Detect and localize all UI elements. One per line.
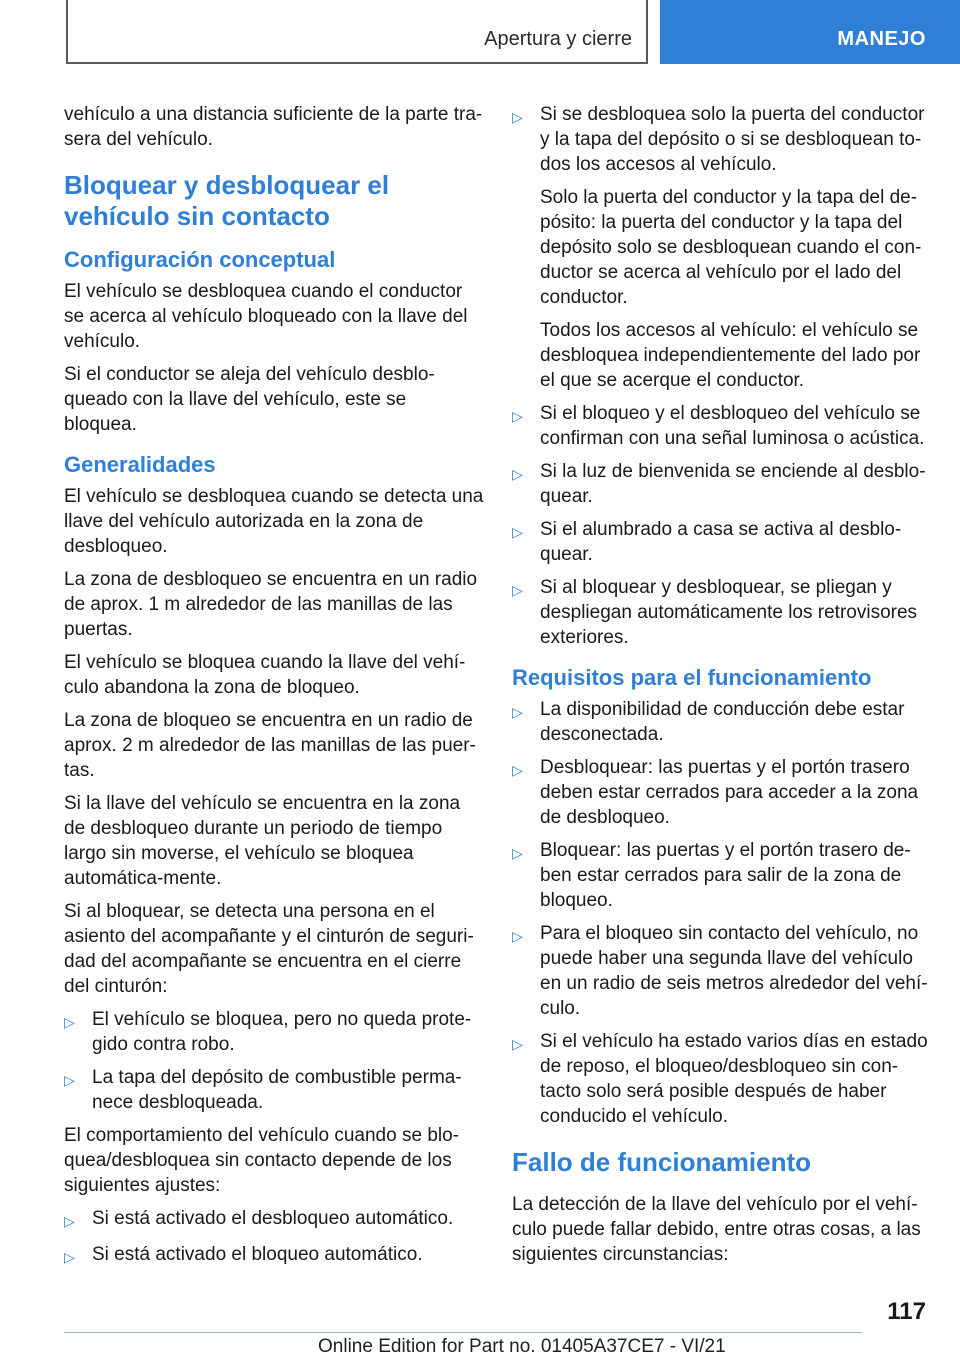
chapter-title: MANEJO (837, 28, 926, 50)
list-item: ▷ Si al bloquear y desbloquear, se pliegan y despliegan automáticamente los retrovisores exteriores. (512, 577, 918, 648)
general-heading: Generalidades (64, 452, 216, 477)
triangle-bullet-icon: ▷ (512, 1036, 523, 1052)
triangle-bullet-icon: ▷ (512, 466, 523, 482)
triangle-bullet-icon: ▷ (64, 1213, 75, 1229)
paragraph: El vehículo se desbloquea cuando el conductor se acerca al vehículo bloqueado con la llave del vehículo. (64, 281, 468, 352)
footer-divider (64, 1332, 862, 1333)
list-item: ▷ Si está activado el bloqueo automático. (64, 1242, 484, 1270)
concept-heading: Configuración conceptual (64, 247, 336, 272)
intro-paragraph: vehículo a una distancia suficiente de la parte tra-sera del vehículo. (64, 104, 483, 150)
triangle-bullet-icon: ▷ (512, 408, 523, 424)
paragraph: El vehículo se bloquea cuando la llave del vehí-culo abandona la zona de bloqueo. (64, 652, 466, 698)
triangle-bullet-icon: ▷ (512, 524, 523, 540)
list-item: ▷ La disponibilidad de conducción debe estar desconectada. (512, 699, 905, 745)
triangle-bullet-icon: ▷ (64, 1249, 75, 1265)
list-item: ▷ Bloquear: las puertas y el portón trasero de-ben estar cerrados para salir de la zona de bloqueo. (512, 840, 911, 911)
list-item: ▷ La tapa del depósito de combustible perma-nece desbloqueada. (64, 1067, 462, 1113)
requirements-heading: Requisitos para el funcionamiento (512, 665, 872, 690)
footer-edition: Online Edition for Part no. 01405A37CE7 - VI/21 (318, 1336, 726, 1357)
triangle-bullet-icon: ▷ (512, 109, 523, 125)
right-column (512, 102, 932, 1275)
section-tab (66, 0, 648, 64)
paragraph: Si al bloquear, se detecta una persona en el asiento del acompañante y el cinturón de seguri-dad del acompañante se encuentra en el cierre del cinturón: (64, 901, 474, 997)
triangle-bullet-icon: ▷ (512, 928, 523, 944)
list-item: ▷ Si está activado el desbloqueo automático. (64, 1206, 484, 1234)
sub-paragraph: Todos los accesos al vehículo: el vehículo se desbloquea independientemente del lado por el que se acerque el conductor. (540, 320, 921, 391)
triangle-bullet-icon: ▷ (64, 1014, 75, 1030)
paragraph: La detección de la llave del vehículo por el vehí-culo puede fallar debido, entre otras cosas, a las siguientes circunstancias: (512, 1194, 921, 1265)
paragraph: Si la llave del vehículo se encuentra en la zona de desbloqueo durante un periodo de tiempo largo sin moverse, el vehículo se bloquea automática-mente. (64, 793, 461, 889)
list-item: ▷ Desbloquear: las puertas y el portón trasero deben estar cerrados para acceder a la zona de desbloqueo. (512, 757, 919, 828)
triangle-bullet-icon: ▷ (512, 762, 523, 778)
triangle-bullet-icon: ▷ (512, 845, 523, 861)
list-item: ▷ Si se desbloquea solo la puerta del conductor y la tapa del depósito o si se desbloquean to-dos los accesos al vehículo. (512, 104, 925, 175)
chapter-tab (660, 0, 960, 64)
triangle-bullet-icon: ▷ (512, 582, 523, 598)
paragraph: El vehículo se desbloquea cuando se detecta una llave del vehículo autorizada en la zona de desbloqueo. (64, 486, 484, 557)
list-item: ▷ Para el bloqueo sin contacto del vehículo, no puede haber una segunda llave del vehículo en un radio de seis metros alrededor del vehí-culo. (512, 923, 928, 1019)
paragraph: La zona de desbloqueo se encuentra en un radio de aprox. 1 m alrededor de las manillas de las puertas. (64, 569, 478, 640)
paragraph: El comportamiento del vehículo cuando se blo-quea/desbloquea sin contacto depende de los siguientes ajustes: (64, 1125, 460, 1196)
failure-heading: Fallo de funcionamiento (512, 1147, 812, 1177)
list-item: ▷ Si el alumbrado a casa se activa al desblo-quear. (512, 519, 902, 565)
list-item: ▷ Si el vehículo ha estado varios días en estado de reposo, el bloqueo/desbloqueo sin con-tacto solo será posible después de haber conducido el vehículo. (512, 1031, 928, 1127)
paragraph: Si el conductor se aleja del vehículo desblo-queado con la llave del vehículo, este se bloquea. (64, 364, 435, 435)
triangle-bullet-icon: ▷ (64, 1072, 75, 1088)
list-item: ▷ Si la luz de bienvenida se enciende al desblo-quear. (512, 461, 926, 507)
page-number: 117 (887, 1298, 926, 1325)
list-item: ▷ Si el bloqueo y el desbloqueo del vehículo se confirman con una señal luminosa o acústica. (512, 403, 925, 449)
paragraph: La zona de bloqueo se encuentra en un radio de aprox. 2 m alrededor de las manillas de las puer-tas. (64, 710, 476, 781)
main-heading: Bloquear y desbloquear el vehículo sin contacto (64, 170, 390, 231)
triangle-bullet-icon: ▷ (512, 704, 523, 720)
section-title: Apertura y cierre (484, 28, 632, 50)
list-item: ▷ El vehículo se bloquea, pero no queda prote-gido contra robo. (64, 1009, 472, 1055)
sub-paragraph: Solo la puerta del conductor y la tapa del de-pósito: la puerta del conductor y la tapa del depósito solo se desbloquean cuando el con-ductor se acerca al vehículo por el lado del conductor. (540, 187, 922, 308)
left-column (64, 102, 484, 1278)
